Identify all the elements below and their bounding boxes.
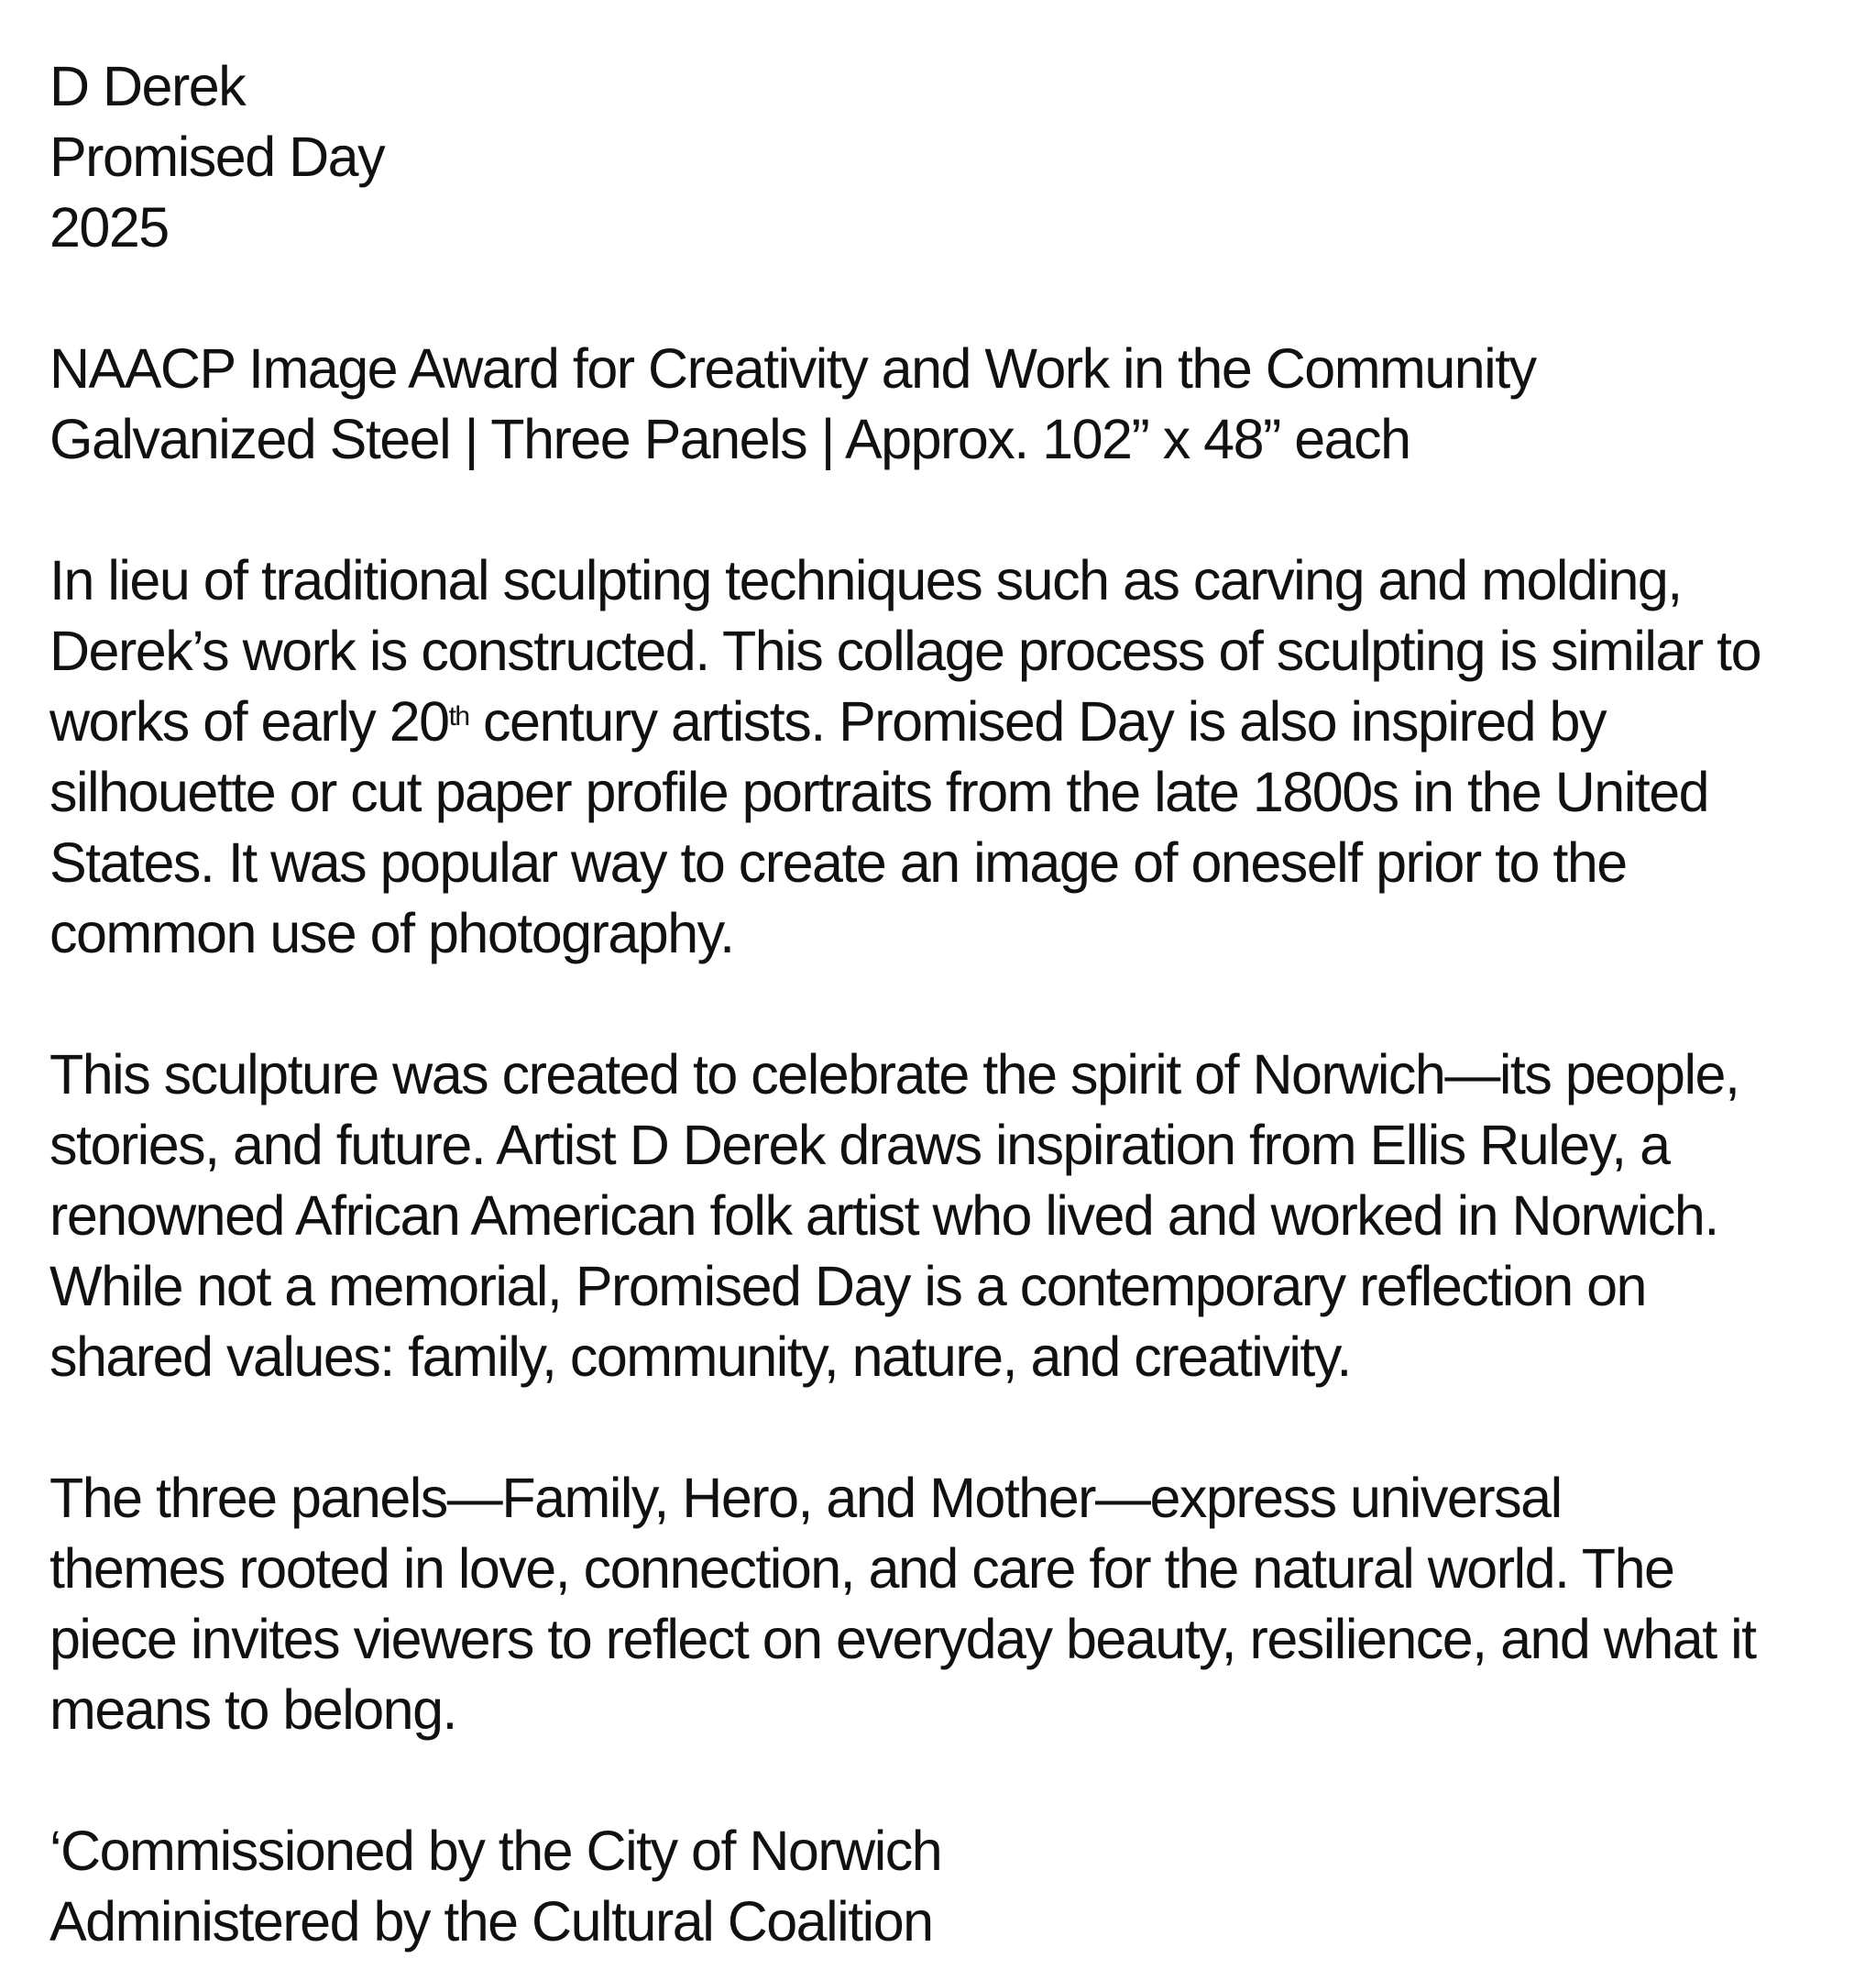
- text-span: The three panels—: [49, 1467, 502, 1529]
- paragraph-line: In lieu of traditional sculpting techniques such as carving and molding,: [49, 549, 1682, 611]
- paragraph-line: Derek’s work is constructed. This collage process of sculpting is similar to: [49, 620, 1761, 682]
- artwork-details: [49, 334, 1876, 475]
- text-span: is a contemporary reflection on: [909, 1255, 1646, 1317]
- paragraph-line: States. It was popular way to create an image of oneself prior to the: [49, 831, 1627, 894]
- medium-line: Galvanized Steel | Three Panels | Approx. 102” x 48” each: [49, 408, 1410, 470]
- paragraph-purpose: [49, 1040, 1876, 1392]
- paragraph-line: [49, 1251, 1876, 1322]
- text-span: —express universal: [1094, 1467, 1562, 1529]
- paragraph-line: renowned African American folk artist who lived and worked in Norwich.: [49, 1184, 1718, 1247]
- commissioned-line: ‘Commissioned by the City of Norwich: [49, 1820, 942, 1882]
- paragraph-line: [49, 687, 1876, 757]
- award-line: NAACP Image Award for Creativity and Work in the Community: [49, 337, 1536, 400]
- emphasized-title: Promised Day: [575, 1255, 910, 1317]
- paragraph-line: [49, 1463, 1876, 1534]
- paragraph-line: silhouette or cut paper profile portraits from the late 1800s in the United: [49, 761, 1709, 823]
- administered-line: Administered by the Cultural Coalition: [49, 1890, 933, 1952]
- artist-name: D Derek: [49, 55, 246, 117]
- ordinal-superscript: th: [448, 700, 469, 732]
- paragraph-line: themes rooted in love, connection, and care for the natural world. The: [49, 1537, 1674, 1600]
- text-span: works of early 20: [49, 690, 449, 753]
- text-span: century artists. Promised Day is also inspired by: [468, 690, 1606, 753]
- artwork-title: Promised Day: [49, 126, 385, 188]
- text-span: While not a memorial,: [49, 1255, 576, 1317]
- credits: [49, 1816, 1876, 1957]
- paragraph-line: means to belong.: [49, 1678, 456, 1741]
- paragraph-line: shared values: family, community, nature, and creativity.: [49, 1326, 1351, 1388]
- artwork-header: [49, 51, 1876, 263]
- artwork-year: 2025: [49, 196, 169, 258]
- paragraph-line: common use of photography.: [49, 902, 734, 964]
- paragraph-panels: [49, 1463, 1876, 1745]
- paragraph-line: This sculpture was created to celebrate the spirit of Norwich—its people,: [49, 1043, 1739, 1106]
- paragraph-line: piece invites viewers to reflect on everyday beauty, resilience, and what it: [49, 1608, 1756, 1670]
- paragraph-line: stories, and future. Artist D Derek draws inspiration from Ellis Ruley, a: [49, 1114, 1670, 1176]
- emphasized-panel-names: Family, Hero, and Mother: [501, 1467, 1095, 1529]
- paragraph-technique: [49, 545, 1876, 969]
